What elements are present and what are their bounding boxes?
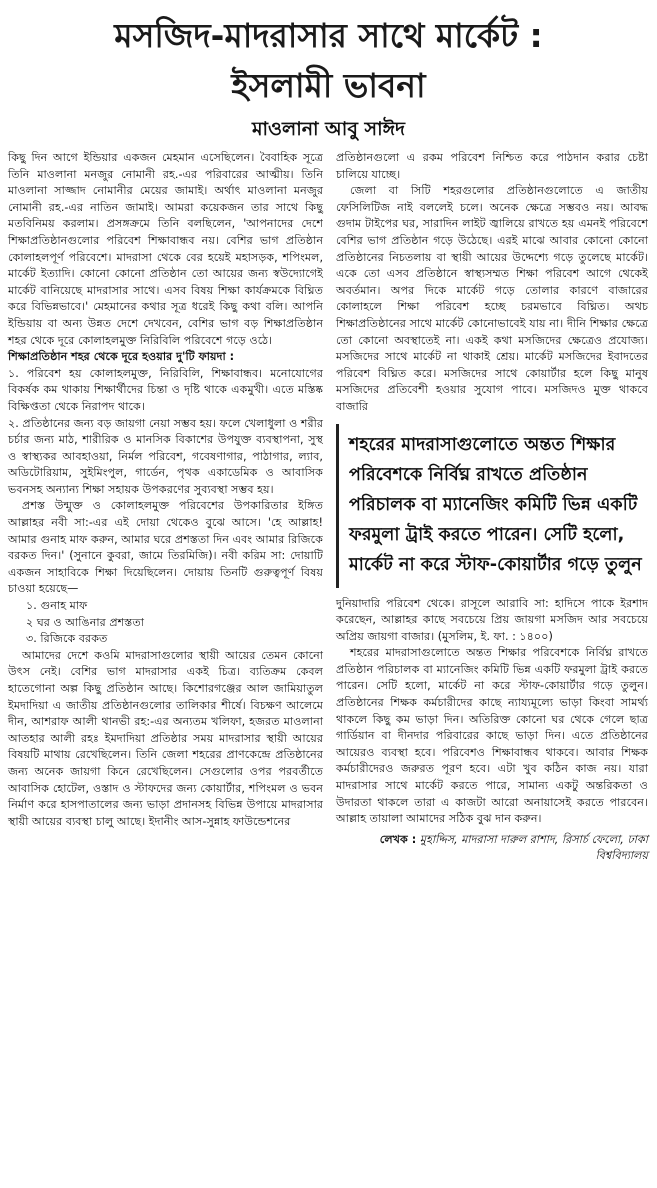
subheading: শিক্ষাপ্রতিষ্ঠান শহর থেকে দূরে হওয়ার দু'টি ফায়দা :	[8, 350, 235, 364]
paragraph: আমাদের দেশে কওমি মাদরাসাগুলোর স্থায়ী আয়ের তেমন কোনো উৎস নেই। বেশির ভাগ মাদরাসার একই চিত্র। ব্যতিক্রম কেবল হাতেগোনা অল্প কিছু প্রতিষ্ঠান আছে। কিশোরগঞ্জের আল জামিয়াতুল ইমদাদিয়া এ জাতীয় প্রতিষ্ঠানগুলোর তালিকার শীর্ষে। বিচক্ষণ আলেমে দীন, আশরাফ আলী থানভী রহ:-এর অন্যতম খলিফা, হজরত মাওলানা আতহার আলী রহঃ ইমদাদিয়া প্রতিষ্ঠার সময় মাদরাসার স্থায়ী আয়ের বিষয়টি মাথায় রেখেছিলেন। তিনি জেলা শহরের প্রাণকেন্দ্রে প্রতিষ্ঠানের জন্য অনেক জায়গা কিনে রেখেছিলেন। সেগুলোর ওপর পরবর্তীতে আবাসিক হোটেল, ওস্তাদ ও স্টাফদের জন্য কোয়ার্টার, শপিংমল ও ভবন নির্মাণ করে হাসপাতালের জন্য ভাড়া প্রদানসহ বিভিন্ন উপায়ে মাদরাসার স্থায়ী আয়ের ব্যবস্থা চালু আছে। ইদানীং আস-সুন্নাহ ফাউন্ডেশনের	[8, 648, 323, 828]
pull-quote: শহরের মাদরাসাগুলোতে অন্তত শিক্ষার পরিবেশকে নির্বিঘ্ন রাখতে প্রতিষ্ঠান পরিচালক বা ম্যানেজিং কমিটি ভিন্ন একটি ফরমুলা ট্রাই করতে পারেন। সেটি হলো, মার্কেট না করে স্টাফ-কোয়ার্টার গড়ে তুলুন	[336, 424, 648, 588]
benefit-point-2: ২. প্রতিষ্ঠানের জন্য বড় জায়গা নেয়া সম্ভব হয়। ফলে খেলাধুলা ও শরীর চর্চার জন্য মাঠ, শারীরিক ও মানসিক বিকাশের উপযুক্ত ব্যবস্থাপনা, সুস্থ ও স্বাস্থ্যকর আবহাওয়া, নির্মল পরিবেশ, গবেষণাগার, পাঠাগার, ল্যাব, অডিটোরিয়াম, সুইমিংপুল, গার্ডেন, পৃথক একাডেমিক ও আবাসিক ভবনসহ অন্যান্য শিক্ষা সহায়ক উপকরণের সুব্যবস্থা সম্ভব হয়।	[8, 416, 323, 496]
credit-label: লেখক :	[379, 832, 417, 846]
paragraph: প্রতিষ্ঠানগুলো এ রকম পরিবেশ নিশ্চিত করে পাঠদান করার চেষ্টা চালিয়ে যাচ্ছে।	[336, 151, 648, 181]
headline-line-2: ইসলামী ভাবনা	[231, 66, 426, 105]
author-byline: মাওলানা আবু সাঈদ	[252, 118, 405, 140]
list-item: ২ ঘর ও আঙিনার প্রশস্ততা	[26, 615, 144, 629]
list-item: ৩. রিজিকে বরকত	[26, 632, 108, 646]
left-column	[8, 150, 323, 830]
headline-line-1: মসজিদ-মাদরাসার সাথে মার্কেট :	[114, 16, 543, 55]
credit-text: মুহাদ্দিস, মাদরাসা দারুল রাশাদ, রিসার্চ ফেলো, ঢাকা বিশ্ববিদ্যালয়	[419, 832, 648, 863]
paragraph: শহরের মাদরাসাগুলোতে অন্তত শিক্ষার পরিবেশকে নির্বিঘ্ন রাখতে প্রতিষ্ঠান পরিচালক বা ম্যানেজিং কমিটি ভিন্ন একটি ফরমুলা ট্রাই করতে পারেন। সেটি হলো, মার্কেট না করে স্টাফ-কোয়ার্টার গড়ে তুলুন। প্রতিষ্ঠানের শিক্ষক কর্মচারীদের কাছে ন্যায্যমূল্যে ভাড়া কিংবা সামর্থ্য থাকলে কিছু কম ভাড়া দিন। অতিরিক্ত কোনো ঘর থেকে গেলে ছাত্র গার্ডিয়ান বা দীনদার পরিবারের কাছে ভাড়া দিন। এতে প্রতিষ্ঠানের আয়েরও ব্যবস্থা হবে। পরিবেশও শিক্ষাবান্ধব থাকবে। আবার শিক্ষক কর্মচারীদেরও জরুরত পূরণ হবে। এটা খুব কঠিন কাজ নয়। যারা মাদরাসার সাথে মার্কেট করতে পারে, সামান্য একটু অন্তরিকতা ও উদারতা থাকলে তারা এ কাজটা আরো অনায়াসেই করতে পারবেন। আল্লাহ তায়ালা আমাদের সঠিক বুঝ দান করুন।	[336, 646, 648, 826]
paragraph: জেলা বা সিটি শহরগুলোর প্রতিষ্ঠানগুলোতে এ জাতীয় ফেসিলিটিজ নাই বললেই চলে। অনেক ক্ষেত্রে সম্ভবও নয়। আবদ্ধ গুদাম টাইপের ঘর, সারাদিন লাইট জ্বালিয়ে রাখতে হয় এমনই পরিবেশে বেশির ভাগ প্রতিষ্ঠান গড়ে উঠেছে। এরই মাঝে আবার কোনো কোনো প্রতিষ্ঠানের নিচতলায় বা স্থায়ী আয়ের উদ্দেশ্যে গড়ে তুলেছে মার্কেট। একে তো এসব প্রতিষ্ঠানে স্বাস্থ্যসম্মত শিক্ষা পরিবেশ আগে থেকেই অবর্তমান। অপর দিকে মার্কেট গড়ে তোলার কারণে বাজারের কোলাহলে শিক্ষা পরিবেশ হচ্ছে চরমভাবে বিঘ্নিত। অথচ শিক্ষাপ্রতিষ্ঠানের সাথে মার্কেট কোনোভাবেই যায় না। দীনি শিক্ষার ক্ষেত্রে তো কোনো অবস্থাতেই না। একই কথা মসজিদের ক্ষেত্রেও প্রযোজ্য। মসজিদের সাথে মার্কেট না থাকাই শ্রেয়। মার্কেট মসজিদের ইবাদতের পরিবেশ বিঘ্নিত করে। মসজিদের সাথে কোয়ার্টার হলে কিছু মানুষ মসজিদের প্রতিবেশী হওয়ার সুযোগ পাবে। মসজিদও মুক্ত থাকবে বাজারি	[336, 184, 648, 413]
author-credit	[336, 828, 648, 865]
paragraph: দুনিয়াদারি পরিবেশ থেকে। রাসূলে আরাবি সা: হাদিসে পাকে ইরশাদ করেছেন, আল্লাহর কাছে সবচেয়ে প্রিয় জায়গা মসজিদ আর সবচেয়ে অপ্রিয় জায়গা বাজার। (মুসলিম, ই. ফা. : ১৪০০)	[336, 596, 648, 643]
list-item: ১. গুনাহ মাফ	[26, 599, 88, 613]
paragraph: প্রশস্ত উন্মুক্ত ও কোলাহলমুক্ত পরিবেশের উপকারিতার ইঙ্গিত আল্লাহর নবী সা:-এর এই দোয়া থেকেও বুঝে আসে। 'হে আল্লাহ! আমার গুনাহ মাফ করুন, আমার ঘরে প্রশস্ততা দিন এবং আমার রিজিকে বরকত দিন।' (সুনানে কুবরা, জামে তিরমিজি)। নবী করিম সা: দোয়াটি একজন সাহাবিকে শিক্ষা দিয়েছিলেন। দোয়ায় তিনটি গুরুত্বপূর্ণ বিষয় চাওয়া হয়েছে—	[8, 499, 323, 596]
benefit-point-1: ১. পরিবেশ হয় কোলাহলমুক্ত, নিরিবিলি, শিক্ষাবান্ধব। মনোযোগের বিকর্ষক কম থাকায় শিক্ষার্থীদের চিন্তা ও দৃষ্টি থাকে একমুখী। এতে মস্তিষ্ক বিক্ষিপ্ততা থেকে নিরাপদ থাকে।	[8, 366, 323, 413]
paragraph: কিছু দিন আগে ইন্ডিয়ার একজন মেহমান এসেছিলেন। বৈবাহিক সূত্রে তিনি মাওলানা মনজুর নোমানী রহ.-এর পরিবারের আত্মীয়। তিনি মাওলানা সাজ্জাদ নোমানীর মেয়ের জামাই। অর্থাৎ মাওলানা মনজুর নোমানী রহ.-এর নাতিন জামাই। আমরা কয়েকজন তার সাথে কিছু মতবিনিময় করলাম। প্রসঙ্গক্রমে তিনি বলছিলেন, 'আপনাদের দেশে শিক্ষাপ্রতিষ্ঠানগুলোর পরিবেশ শিক্ষাবান্ধব নয়। বেশির ভাগ প্রতিষ্ঠান কোলাহলপূর্ণ পরিবেশে। মাদরাসা থেকে বের হয়েই মহাসড়ক, শপিংমল, মার্কেট ইত্যাদি। কোনো কোনো প্রতিষ্ঠান তো আয়ের জন্য স্বউদ্যোগেই মার্কেট বানিয়েছে মাদরাসার সাথে। এসব বিষয় শিক্ষা কার্যক্রমকে বিঘ্নিত করে বিভিন্নভাবে।' মেহমানের কথার সূত্র ধরেই কিছু কথা বলি। আপনি ইন্ডিয়ায় বা অন্য উন্নত দেশে দেখবেন, বেশির ভাগ বড় শিক্ষাপ্রতিষ্ঠান শহর থেকে দূরে কোলাহলমুক্ত নিরিবিলি পরিবেশে গড়ে ওঠে।	[8, 151, 323, 347]
right-column	[336, 150, 648, 865]
